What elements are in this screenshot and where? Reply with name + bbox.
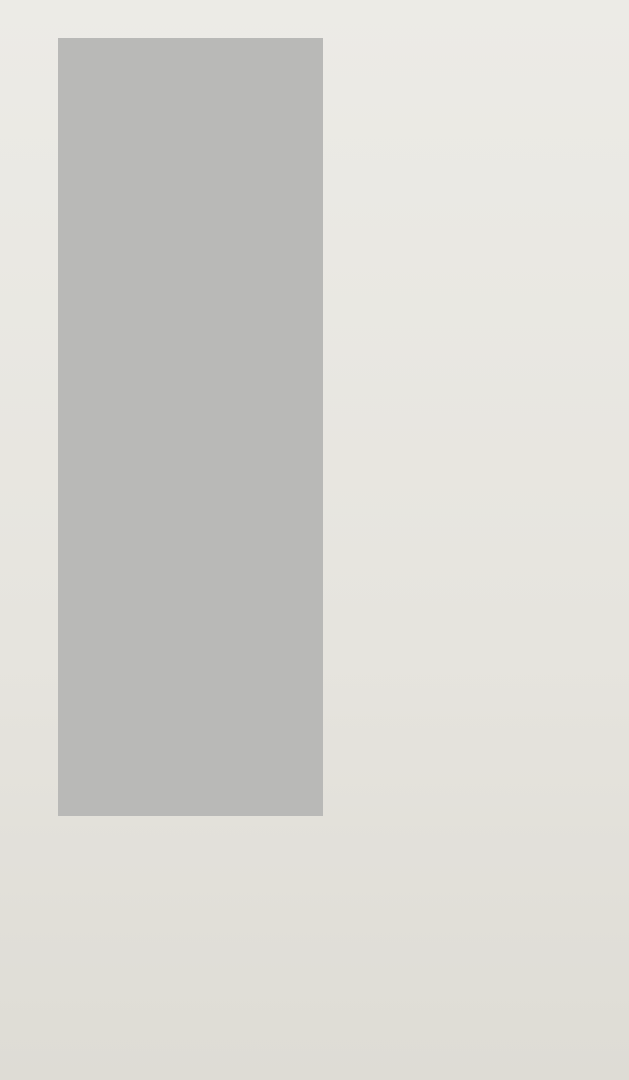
editorial-box xyxy=(58,38,323,816)
